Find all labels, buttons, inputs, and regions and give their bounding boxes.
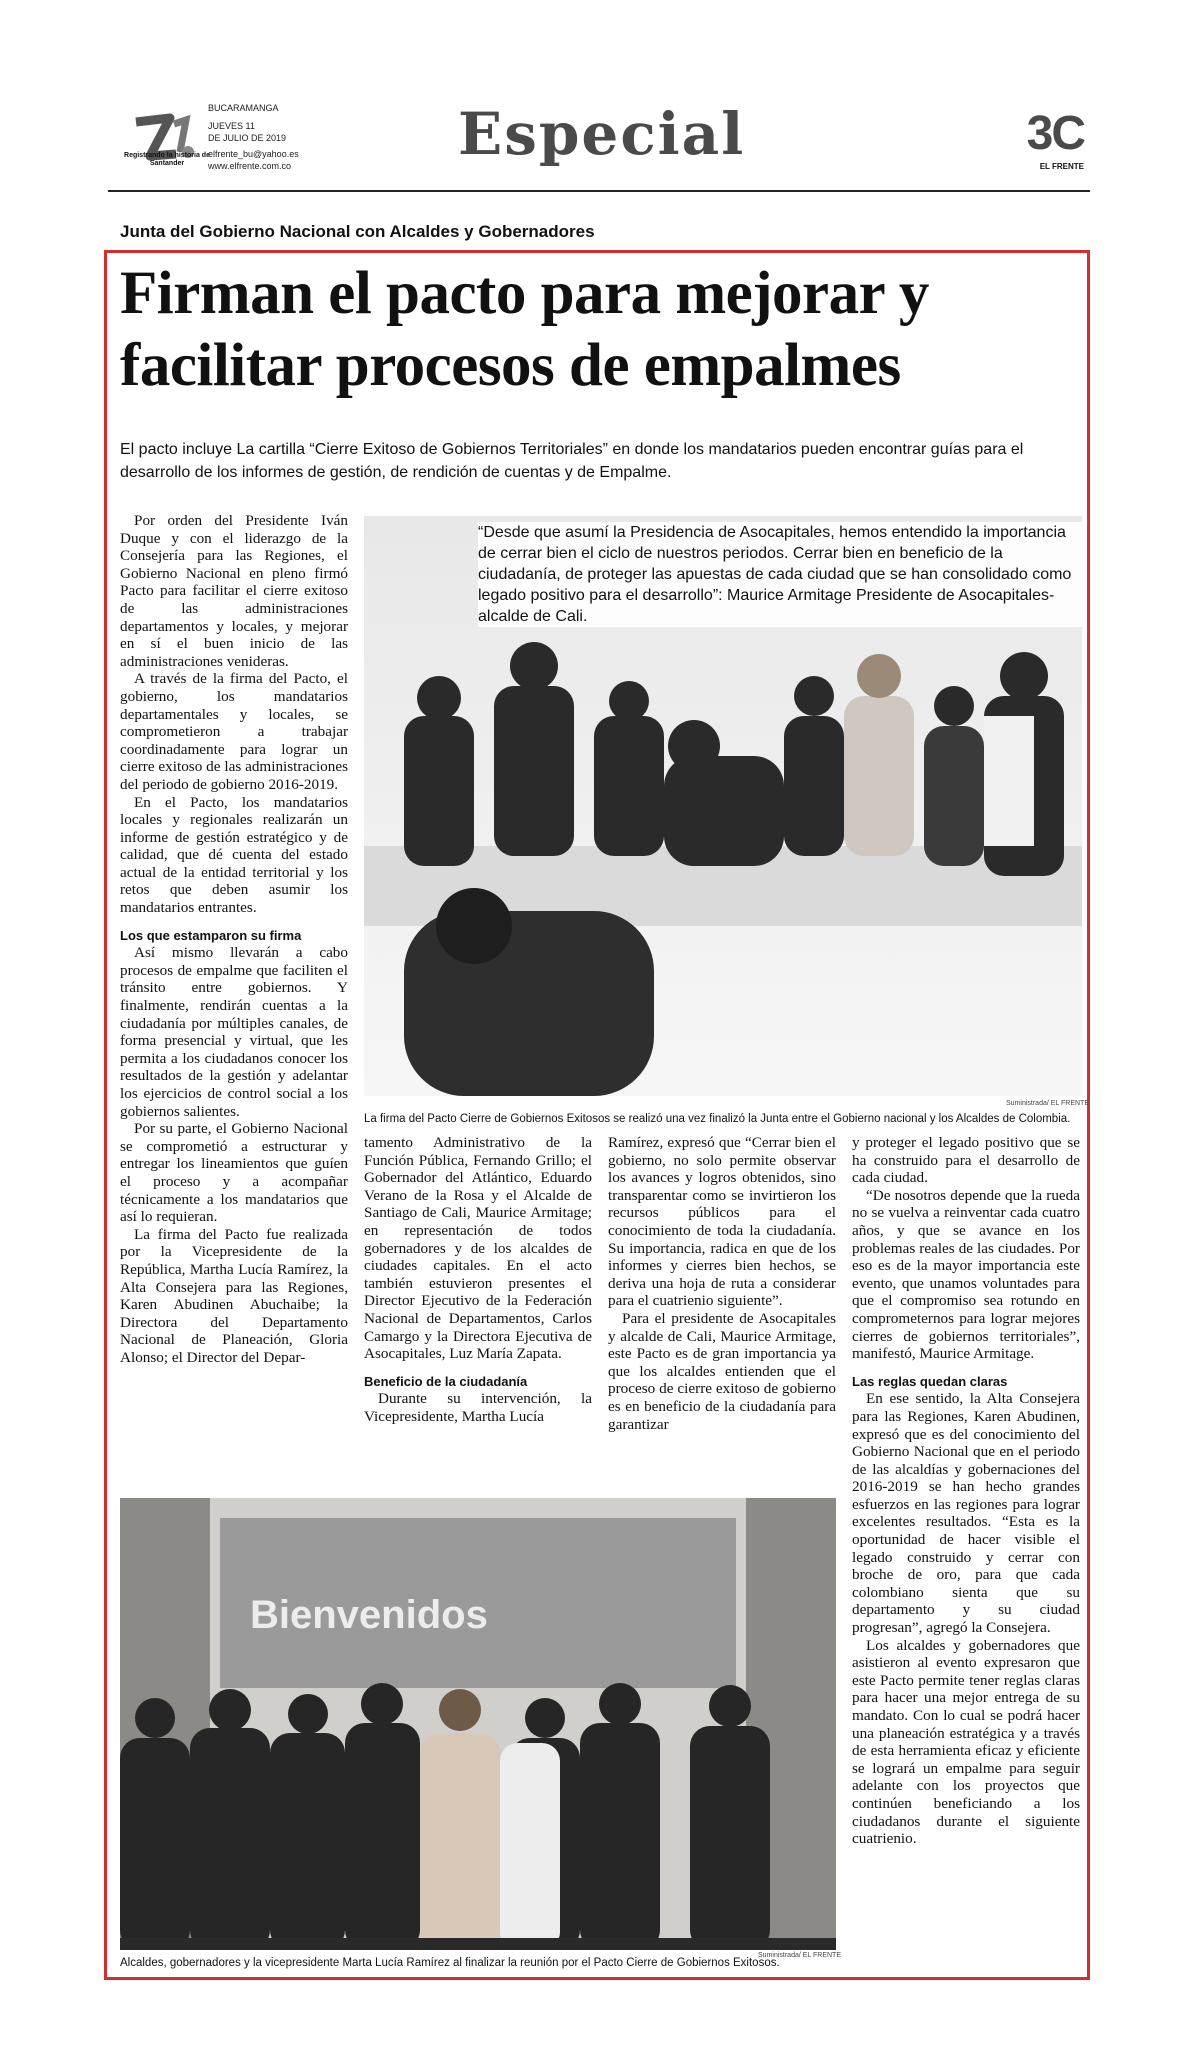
masthead <box>108 96 1090 192</box>
photo-caption: La firma del Pacto Cierre de Gobiernos Exitosos se realizó una vez finalizó la Junta entre el Gobierno nacional y los Alcaldes de Colombia. <box>364 1113 1071 1125</box>
paragraph: y proteger el legado positivo que se ha construido para el desarrollo de cada ciudad. <box>852 1134 1080 1187</box>
masthead-date-line1: JUEVES 11 <box>208 121 255 131</box>
masthead-city: BUCARAMANGA <box>208 103 279 113</box>
masthead-email: elfrente_bu@yahoo.es <box>208 149 299 159</box>
article-column-4 <box>852 1134 1080 1848</box>
paragraph: Durante su intervención, la Vicepresidente, Martha Lucía <box>364 1390 592 1425</box>
article-kicker: Junta del Gobierno Nacional con Alcaldes y Gobernadores <box>120 222 595 241</box>
logo-tagline: Registrando la historia de Santander <box>124 152 210 167</box>
masthead-meta <box>208 102 299 172</box>
paragraph: Por su parte, el Gobierno Nacional se comprometió a estructurar y entregar los lineamientos que guíen el proceso y a acompañar técnicamente a los mandatarios que así lo requieran. <box>120 1120 348 1226</box>
paragraph: En el Pacto, los mandatarios locales y regionales realizarán un informe de gestión estratégico y de calidad, que dé cuenta del estado actual de la entidad territorial y los retos que deben asumir los mandatarios entrantes. <box>120 793 348 917</box>
headline-line-1: Firman el pacto para mejorar y <box>120 260 929 327</box>
subheading: Los que estamparon su firma <box>120 927 302 943</box>
article-deck: El pacto incluye La cartilla “Cierre Exitoso de Gobiernos Territoriales” en donde los mandatarios pueden encontrar guías para el desarrollo de los informes de gestión, de rendición de cuentas y de Empalme. <box>120 441 1024 481</box>
page-number: 3C <box>1026 107 1084 160</box>
paragraph: En ese sentido, la Alta Consejera para las Regiones, Karen Abudinen, expresó que es del conocimiento del Gobierno Nacional que en el periodo de las alcaldías y gobernaciones del 2016-2019 se han hecho grandes esfuerzos en las regiones para lograr excelentes resultados. “Esta es la oportunidad de hacer visible el legado construido y cerrar con broche de oro, para que cada colombiano sienta que su departamento y su ciudad progresan”, agregó la Consejera. <box>852 1390 1080 1637</box>
photo-credit: Suministrada/ EL FRENTE <box>758 1952 841 1959</box>
article-column-3 <box>608 1134 836 1433</box>
article-column-1 <box>120 512 348 1367</box>
group-photo <box>120 1498 836 1950</box>
photo-credit: Suministrada/ EL FRENTE <box>1006 1100 1089 1107</box>
paragraph: Por orden del Presidente Iván Duque y con el liderazgo de la Consejería para las Regiones, el Gobierno Nacional en pleno firmó Pacto para facilitar el cierre exitoso de las administraciones departamentos y locales, y mejorar en sí el buen inicio de las administraciones venideras. <box>120 512 348 670</box>
paragraph: Para el presidente de Asocapitales y alcalde de Cali, Maurice Armitage, este Pacto es de gran importancia ya que los alcaldes entienden que el proceso de cierre exitoso de gobierno es en beneficio de la ciudadanía para garantizar <box>608 1309 836 1433</box>
photo-caption: Alcaldes, gobernadores y la vicepresidente Marta Lucía Ramírez al finalizar la reunión por el Pacto Cierre de Gobiernos Exitosos. <box>120 1957 780 1969</box>
paper-name: EL FRENTE <box>1039 162 1084 171</box>
article-column-2 <box>364 1134 592 1426</box>
section-title: Especial <box>458 100 746 168</box>
masthead-date-line2: DE JULIO DE 2019 <box>208 133 287 143</box>
paragraph: Así mismo llevarán a cabo procesos de empalme que faciliten el tránsito entre gobiernos. Y finalmente, rendirán cuentas a la ciudadanía por múltiples canales, de forma presencial y virtual, que les permita a los ciudadanos conocer los resultados de la gestión y adelantar los ejercicios de control social a los gobiernos salientes. <box>120 944 348 1120</box>
paragraph: “De nosotros depende que la rueda no se vuelva a reinventar cada cuatro años, y que se avance en los problemas reales de las ciudades. Por eso es de la mayor importancia este evento, que unamos voluntades para que el compromiso sea rotundo en comprometernos para lograr mejores cierres de gobiernos territoriales”, manifestó, Maurice Armitage. <box>852 1186 1080 1363</box>
subheading: Las reglas quedan claras <box>852 1373 1008 1389</box>
paragraph: Ramírez, expresó que “Cerrar bien el gobierno, no solo permite observar los avances y logros obtenidos, sino transparentar como se invirtieron los recursos públicos para el conocimiento de toda la ciudadanía. Su importancia, radica en que de los informes y cierres bien hechos, se deriva una hoja de ruta a considerar para el cuatrienio siguiente”. <box>608 1134 836 1310</box>
article-headline <box>120 258 1080 402</box>
paragraph: tamento Administrativo de la Función Pública, Fernando Grillo; el Gobernador del Atlántico, Eduardo Verano de la Rosa y el Alcalde de Santiago de Cali, Maurice Armitage; en representación de todos gobernadores y de los alcaldes de ciudades capitales. En el acto también estuvieron presentes el Director Ejecutivo de la Federación Nacional de Departamentos, Carlos Camargo y la Directora Ejecutiva de Asocapitales, Luz María Zapata. <box>364 1134 592 1363</box>
subheading: Beneficio de la ciudadanía <box>364 1373 528 1389</box>
group-photo-image <box>120 1498 836 1950</box>
pull-quote: “Desde que asumí la Presidencia de Asocapitales, hemos entendido la importancia de cerrar bien el ciclo de nuestros periodos. Cerrar bien en beneficio de la ciudadanía, de proteger las apuestas de cada ciudad que se han consolidado como legado positivo para el desarrollo”: Maurice Armitage Presidente de Asocapitales- alcalde de Cali. <box>478 522 1082 627</box>
paragraph: La firma del Pacto fue realizada por la Vicepresidente de la República, Martha Lucía Ramírez, la Alta Consejera para las Regiones, Karen Abudinen Abuchaibe; la Directora del Departamento Nacional de Planeación, Gloria Alonso; el Director del Depar- <box>120 1225 348 1366</box>
paragraph: A través de la firma del Pacto, el gobierno, los mandatarios departamentales y locales, se comprometieron a trabajar coordinadamente para lograr un cierre exitoso de las administraciones del periodo de gobierno 2016-2019. <box>120 670 348 793</box>
photo-screen-text: Bienvenidos <box>250 1593 488 1637</box>
paragraph: Los alcaldes y gobernadores que asistieron al evento expresaron que este Pacto permite tener reglas claras para hacer una mejor entrega de su mandato. Con lo cual se podrá hacer una planeación estratégica y a través de esta herramienta eficaz y eficiente se logrará un empalme para seguir adelante con los proyectos que continúen beneficiando a los ciudadanos durante el siguiente cuatrienio. <box>852 1636 1080 1848</box>
headline-line-2: facilitar procesos de empalmes <box>120 332 901 399</box>
masthead-website: www.elfrente.com.co <box>208 161 292 171</box>
